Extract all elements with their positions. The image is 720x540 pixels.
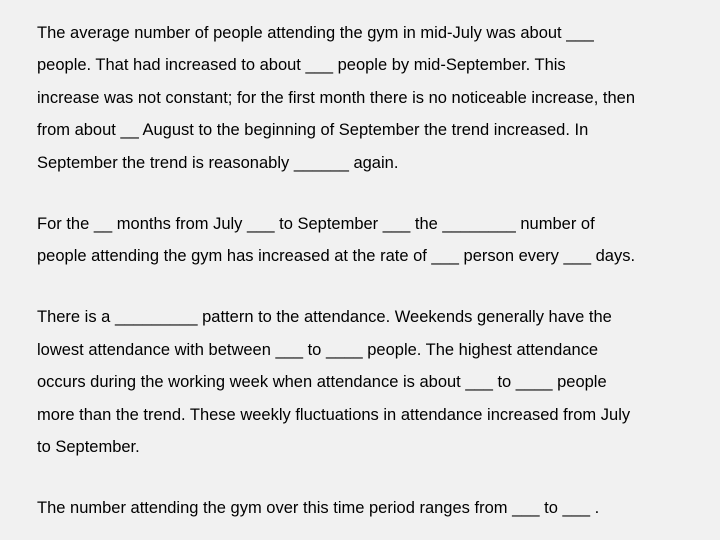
text-line: people attending the gym has increased at the rate of ___ person every ___ days. <box>37 247 636 265</box>
text-line: There is a _________ pattern to the attendance. Weekends generally have the <box>37 308 612 326</box>
text-line: lowest attendance with between ___ to ____ people. The highest attendance <box>37 341 599 359</box>
text-line: increase was not constant; for the first month there is no noticeable increase, then <box>37 89 635 107</box>
text-line: The average number of people attending the gym in mid-July was about ___ <box>37 24 594 42</box>
text-line: more than the trend. These weekly fluctuations in attendance increased from July <box>37 406 631 424</box>
text-line: occurs during the working week when attendance is about ___ to ____ people <box>37 373 607 391</box>
text-line: September the trend is reasonably ______ again. <box>37 154 399 172</box>
text-line: The number attending the gym over this time period ranges from ___ to ___ . <box>37 499 600 517</box>
text-line: to September. <box>37 438 140 456</box>
text-line: For the __ months from July ___ to September ___ the ________ number of <box>37 215 595 233</box>
text-line: people. That had increased to about ___ people by mid-September. This <box>37 56 566 74</box>
text-line: from about __ August to the beginning of September the trend increased. In <box>37 121 589 139</box>
